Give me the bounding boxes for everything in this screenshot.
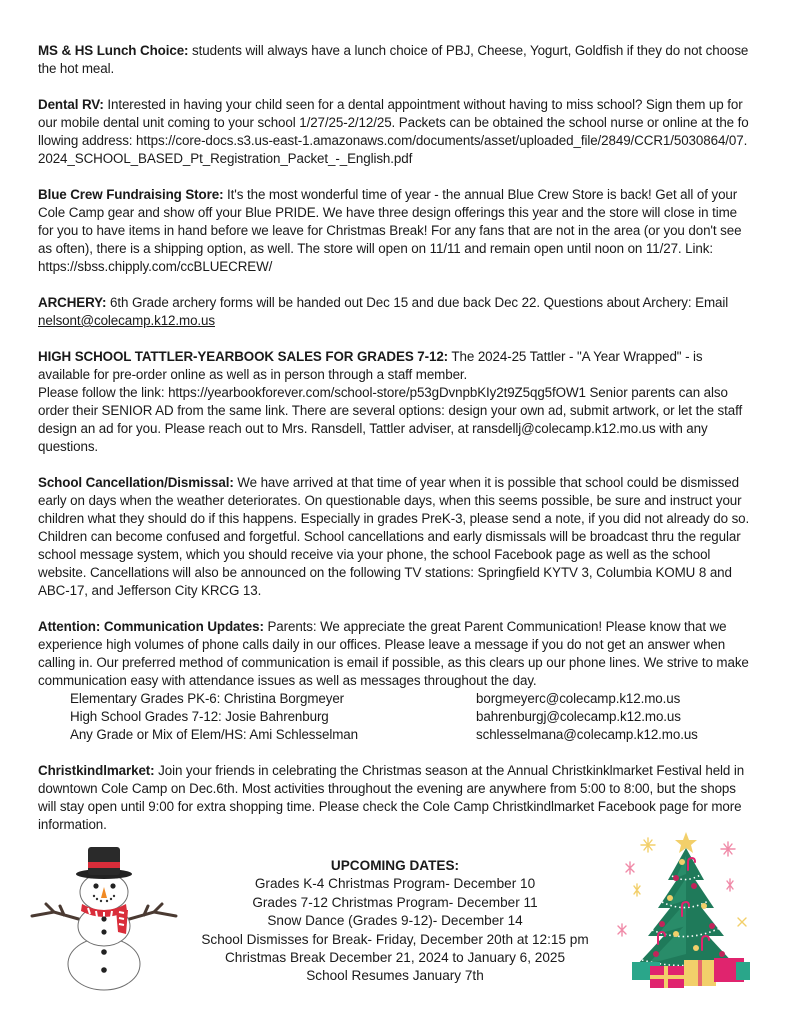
section-body: Parents: We appreciate the great Parent Communication! Please know that we experience high volumes of phone calls daily in our offices. Please leave a message if you do not get an answer when calling in. Our preferred method of communication is email if possible, as this clears up our phone lines. We strive to make communication easy with attendance issues as well as messages throughout the day.: [38, 619, 749, 688]
archery-email-link[interactable]: nelsont@colecamp.k12.mo.us: [38, 313, 215, 328]
upcoming-date-item: School Dismisses for Break- Friday, December 20th at 12:15 pm: [201, 931, 589, 947]
section-lunch-choice: [38, 42, 750, 78]
contact-row: [38, 708, 750, 726]
section-body: Interested in having your child seen for a dental appointment without having to miss school? Sign them up for our mobile dental unit coming to your school 1/27/25-2/12/25. Packets can be obtained the school nurse or online at the following address: https://core-docs.s3.us-east-1.amazonaws.com/documents/asset/uploaded_file/2849/CCR1/5030864/07.2024_SCHOOL_BASED_Pt_Registration_Packet_-_English.pdf: [38, 97, 749, 166]
section-body: It's the most wonderful time of year - the annual Blue Crew Store is back! Get all of your Cole Camp gear and show off your Blue PRIDE. We have three design offerings this year and the store will close in time for you to have items in hand before we leave for Christmas Break! For any fans that are not in the area (or you don't see as often), there is a shipping option, as well. The store will open on 11/11 and remain open until noon on 11/27. Link: https://sbss.chipply.com/ccBLUECREW/: [38, 187, 742, 274]
section-heading: School Cancellation/Dismissal:: [38, 475, 234, 490]
contact-name: Elementary Grades PK-6: Christina Borgmeyer: [70, 691, 345, 706]
section-body-continued: Please follow the link: https://yearbookforever.com/school-store/p53gDvnpbKIy2t9Z5qg5fOW1 Senior parents can also order their SENIOR AD from the same link. There are several options: design your own ad, submit artwork, or let the staff design an ad for you. Please reach out to Mrs. Ransdell, Tattler adviser, at ransdellj@colecamp.k12.mo.us with any questions.: [38, 385, 743, 454]
section-dental-rv: [38, 96, 750, 168]
section-school-cancellation: [38, 474, 750, 600]
section-yearbook-sales: [38, 348, 750, 456]
section-communication-updates: [38, 618, 750, 744]
section-archery: [38, 294, 750, 330]
section-body: 6th Grade archery forms will be handed out Dec 15 and due back Dec 22. Questions about Archery: Email: [106, 295, 729, 310]
contact-email: bahrenburgj@colecamp.k12.mo.us: [476, 709, 681, 724]
contact-row: [38, 690, 750, 708]
upcoming-date-item: Christmas Break December 21, 2024 to January 6, 2025: [224, 950, 566, 966]
snowman-hat: [76, 847, 132, 879]
section-heading: Christkindlmarket:: [38, 763, 155, 778]
newsletter-page: [38, 42, 750, 852]
upcoming-date-item: Grades 7-12 Christmas Program- December 11: [252, 894, 538, 910]
section-heading: Attention: Communication Updates:: [38, 619, 264, 634]
upcoming-date-item: Snow Dance (Grades 9-12)- December 14: [267, 913, 523, 929]
section-body: We have arrived at that time of year when it is possible that school could be dismissed early on days when the weather deteriorates. On questionable days, when this seems possible, be sure and instruct your children what they should do if this happens. Especially in grades PreK-3, please send a note, if you did not already do so. Children can become confused and forgetful. School cancellations and early dismissals will be broadcast thru the regular school message system, which you should receive via your phone, the school Facebook page as well as the school website. Cancellations will also be announced on the following TV stations: Springfield KYTV 3, Columbia KOMU 8 and ABC-17, and Jefferson City KRCG 13.: [38, 475, 750, 598]
contact-email: schlesselmana@colecamp.k12.mo.us: [476, 727, 698, 742]
section-heading: HIGH SCHOOL TATTLER-YEARBOOK SALES FOR GRADES 7-12:: [38, 349, 449, 364]
section-body: The 2024-25 Tattler - "A Year Wrapped" - is available for pre-order online as well as in person through a staff member.: [38, 349, 703, 382]
contact-name: Any Grade or Mix of Elem/HS: Ami Schlesselman: [70, 727, 358, 742]
snowman-illustration: [24, 842, 184, 992]
snowman-eye: [93, 883, 98, 888]
christmas-tree-illustration: [606, 826, 766, 992]
section-heading: ARCHERY:: [38, 295, 107, 310]
gift-boxes: [632, 958, 750, 988]
section-body: Join your friends in celebrating the Christmas season at the Annual Christkinklmarket Festival held in downtown Cole Camp on Dec.6th. Most activities throughout the evening are anywhere from 5:00 to 8:00, but the shops will stay open until 9:00 for extra shopping time. Please check the Cole Camp Christkindlmarket Facebook page for more information.: [38, 763, 745, 832]
upcoming-date-item: Grades K-4 Christmas Program- December 10: [254, 876, 536, 892]
upcoming-dates-title: UPCOMING DATES:: [330, 858, 460, 873]
contact-name: High School Grades 7-12: Josie Bahrenburg: [70, 709, 329, 724]
upcoming-date-item: School Resumes January 7th: [306, 968, 484, 984]
contact-email: borgmeyerc@colecamp.k12.mo.us: [476, 691, 681, 706]
section-heading: MS & HS Lunch Choice:: [38, 43, 189, 58]
section-blue-crew-store: [38, 186, 750, 276]
contact-list: [38, 690, 750, 744]
snowman-eye: [110, 883, 115, 888]
upcoming-dates: [190, 857, 600, 986]
section-heading: Blue Crew Fundraising Store:: [38, 187, 224, 202]
section-heading: Dental RV:: [38, 97, 104, 112]
section-christkindlmarket: [38, 762, 750, 834]
contact-row: [38, 726, 750, 744]
section-body: students will always have a lunch choice of PBJ, Cheese, Yogurt, Goldfish if they do not choose the hot meal.: [38, 43, 749, 76]
